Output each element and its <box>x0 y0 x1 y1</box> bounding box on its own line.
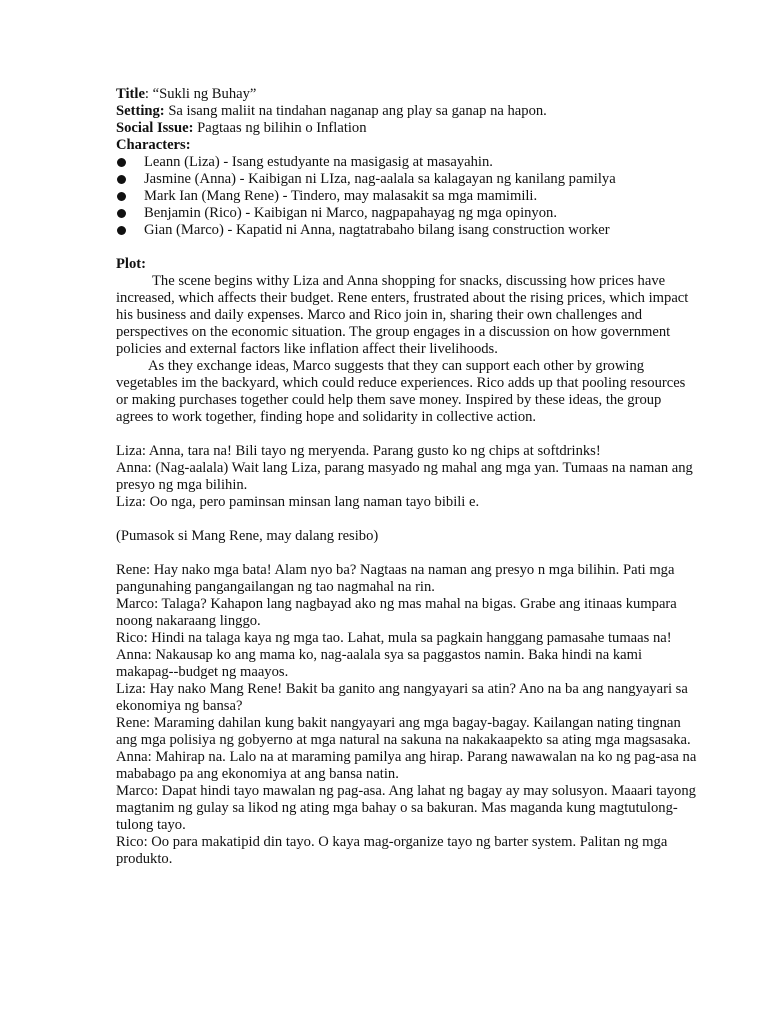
spacer <box>116 545 698 562</box>
character-item: Jasmine (Anna) - Kaibigan ni LIza, nag-aalala sa kalagayan ng kanilang pamilya <box>116 171 698 188</box>
dialogue-block-2 <box>116 562 698 868</box>
dialogue-line: Liza: Anna, tara na! Bili tayo ng meryenda. Parang gusto ko ng chips at softdrinks! <box>116 443 601 459</box>
dialogue-line: Anna: Nakausap ko ang mama ko, nag-aalala sya sa paggastos namin. Baka hindi na kami makapag--budget ng maayos. <box>116 647 643 680</box>
dialogue-line: Anna: (Nag-aalala) Wait lang Liza, parang masyado ng mahal ang mga yan. Tumaas na naman ang presyo ng mga bilihin. <box>116 460 693 493</box>
characters-list <box>116 154 698 239</box>
stage-direction: (Pumasok si Mang Rene, may dalang resibo) <box>116 528 379 544</box>
characters-heading: Characters: <box>116 137 191 153</box>
dialogue-line: Rico: Hindi na talaga kaya ng mga tao. Lahat, mula sa pagkain hanggang pamasahe tumaas na! <box>116 630 672 646</box>
bullet-icon <box>117 192 126 201</box>
bullet-icon <box>117 175 126 184</box>
social-issue-label: Social Issue: <box>116 120 194 136</box>
character-item: Benjamin (Rico) - Kaibigan ni Marco, nagpapahayag ng mga opinyon. <box>116 205 698 222</box>
plot-paragraph-2: As they exchange ideas, Marco suggests that they can support each other by growing vegetables im the backyard, which could reduce experiences. Rico adds up that pooling resources or making purchases together could help them save money. Inspired by these ideas, the group agrees to work together, finding hope and solidarity in collective action. <box>116 358 686 425</box>
dialogue-line: Liza: Oo nga, pero paminsan minsan lang naman tayo bibili e. <box>116 494 480 510</box>
social-issue-line <box>116 120 698 137</box>
setting-value: Sa isang maliit na tindahan naganap ang play sa ganap na hapon. <box>168 103 547 119</box>
plot-paragraph-1: The scene begins withy Liza and Anna shopping for snacks, discussing how prices have increased, which affects their budget. Rene enters, frustrated about the rising prices, which impact his business and daily expenses. Marco and Rico join in, sharing their own challenges and perspectives on the economic situation. The group engages in a discussion on how government policies and external factors like inflation affect their livelihoods. <box>116 273 689 357</box>
dialogue-line: Rene: Hay nako mga bata! Alam nyo ba? Nagtaas na naman ang presyo n mga bilihin. Pati mga pangunahing pangangailangan ng tao nagmahal na rin. <box>116 562 675 595</box>
title-line: Title: “Sukli ng Buhay” <box>116 86 257 102</box>
spacer <box>116 239 698 256</box>
spacer <box>116 426 698 443</box>
character-item: Mark Ian (Mang Rene) - Tindero, may malasakit sa mga mamimili. <box>116 188 698 205</box>
dialogue-line: Marco: Talaga? Kahapon lang nagbayad ako ng mas mahal na bigas. Grabe ang itinaas kumpara noong nakaraang linggo. <box>116 596 677 629</box>
character-item: Gian (Marco) - Kapatid ni Anna, nagtatrabaho bilang isang construction worker <box>116 222 698 239</box>
bullet-icon <box>117 209 126 218</box>
bullet-icon <box>117 226 126 235</box>
dialogue-line: Marco: Dapat hindi tayo mawalan ng pag-asa. Ang lahat ng bagay ay may solusyon. Maaari tayong magtanim ng gulay sa likod ng ating mga bahay o sa bakuran. Mas maganda kung magtutulong-tulong tayo. <box>116 783 696 833</box>
dialogue-block-1 <box>116 443 698 511</box>
plot-heading: Plot: <box>116 256 146 272</box>
character-item: Leann (Liza) - Isang estudyante na masigasig at masayahin. <box>116 154 698 171</box>
title-value: “Sukli ng Buhay” <box>152 86 257 102</box>
dialogue-line: Liza: Hay nako Mang Rene! Bakit ba ganito ang nangyayari sa atin? Ano na ba ang nangyayari sa ekonomiya ng bansa? <box>116 681 688 714</box>
dialogue-line: Rene: Maraming dahilan kung bakit nangyayari ang mga bagay-bagay. Kailangan nating tingnan ang mga polisiya ng gobyerno at mga natural na sakuna na nakakaapekto sa ating mga magsasaka. <box>116 715 691 748</box>
social-issue-value: Pagtaas ng bilihin o Inflation <box>197 120 367 136</box>
spacer <box>116 511 698 528</box>
title-label: Title <box>116 86 145 102</box>
setting-line <box>116 103 698 120</box>
setting-label: Setting: <box>116 103 165 119</box>
dialogue-line: Anna: Mahirap na. Lalo na at maraming pamilya ang hirap. Parang nawawalan na ko ng pag-asa na mababago pa ang ekonomiya at ang bansa natin. <box>116 749 697 782</box>
bullet-icon <box>117 158 126 167</box>
dialogue-line: Rico: Oo para makatipid din tayo. O kaya mag-organize tayo ng barter system. Palitan ng mga produkto. <box>116 834 668 867</box>
